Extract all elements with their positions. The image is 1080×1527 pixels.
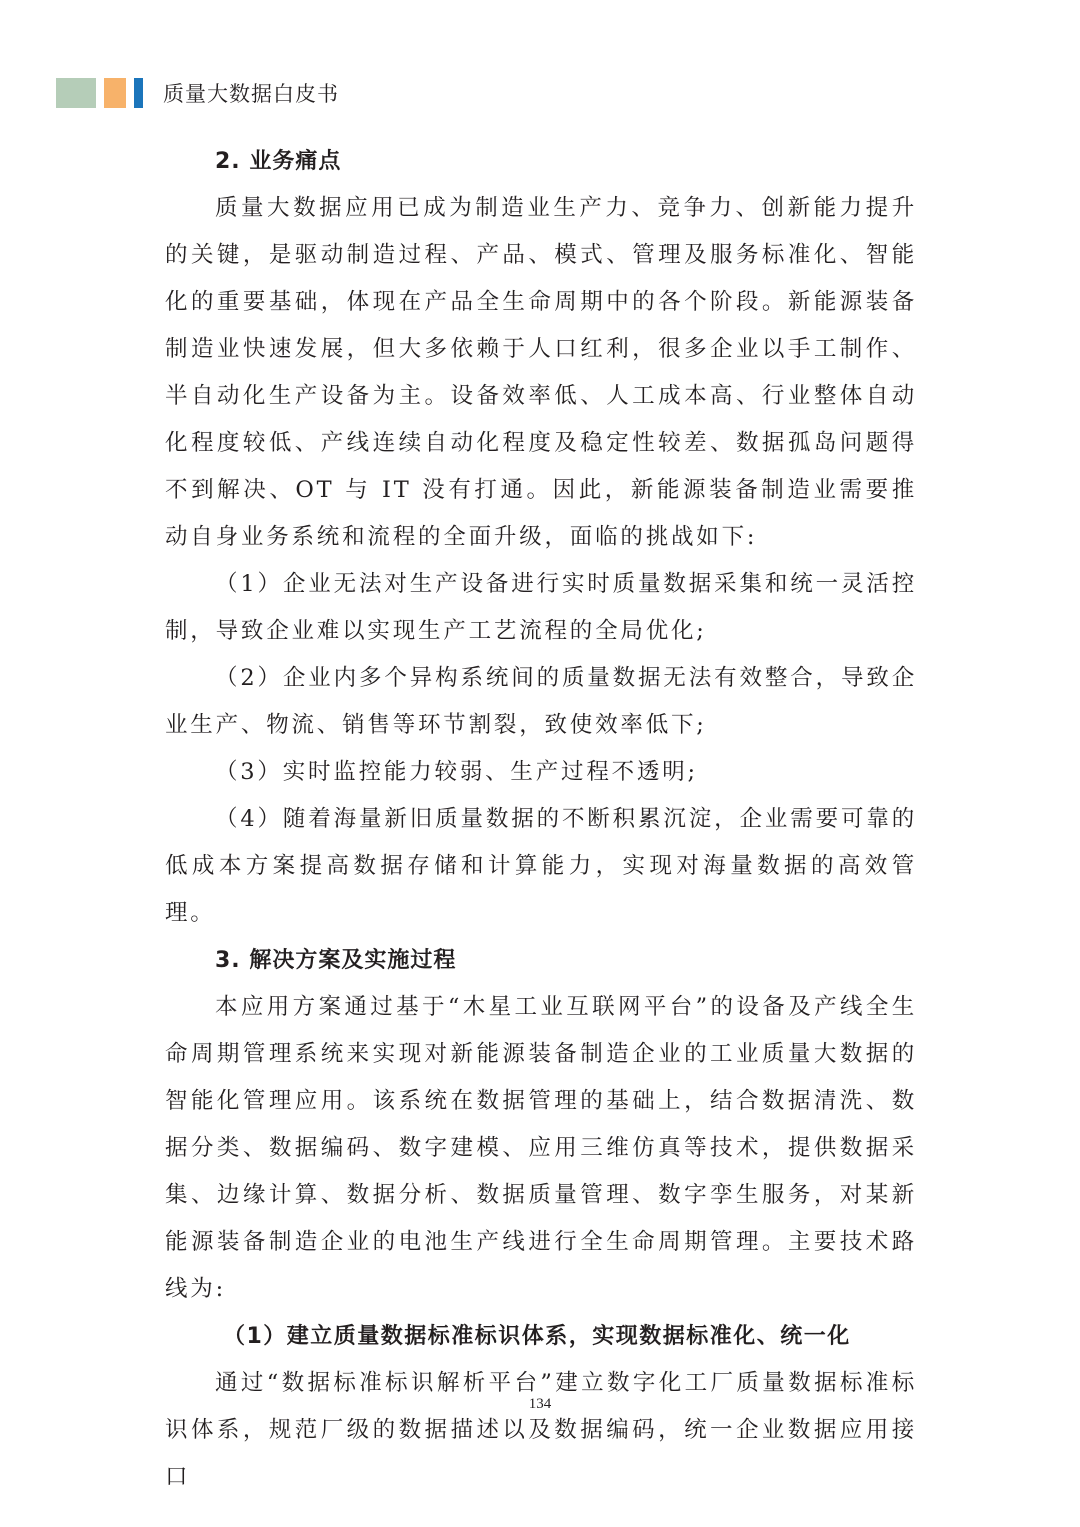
solution-intro: 本应用方案通过基于“木星工业互联网平台”的设备及产线全生命周期管理系统来实现对新能源装备制造企业的工业质量大数据的智能化管理应用。该系统在数据管理的基础上，结合数据清洗、数据分类、数据编码、数字建模、应用三维仿真等技术，提供数据采集、边缘计算、数据分析、数据质量管理、数字孪生服务，对某新能源装备制造企业的电池生产线进行全生命周期管理。主要技术路线为: xyxy=(165,994,917,1302)
pain-point-item: （1）企业无法对生产设备进行实时质量数据采集和统一灵活控制，导致企业难以实现生产工艺流程的全局优化; xyxy=(165,571,917,644)
header-orange-block xyxy=(104,78,126,108)
pain-point-item: （2）企业内多个异构系统间的质量数据无法有效整合，导致企业生产、物流、销售等环节割裂，致使效率低下; xyxy=(165,665,917,738)
page-content xyxy=(165,138,917,1501)
solution-subheading: （1）建立质量数据标准标识体系，实现数据标准化、统一化 xyxy=(223,1324,851,1349)
pain-point-item: （4）随着海量新旧质量数据的不断积累沉淀，企业需要可靠的低成本方案提高数据存储和计算能力，实现对海量数据的高效管理。 xyxy=(165,806,917,926)
header-blue-block xyxy=(134,78,143,108)
page-number: 134 xyxy=(528,1396,552,1412)
header-green-block xyxy=(56,78,96,108)
solution-sub1-text: 通过“数据标准标识解析平台”建立数字化工厂质量数据标准标识体系，规范厂级的数据描述以及数据编码，统一企业数据应用接口 xyxy=(165,1370,917,1490)
section-heading-pain-points: 2. 业务痛点 xyxy=(215,149,342,174)
pain-point-item: （3）实时监控能力较弱、生产过程不透明; xyxy=(215,759,698,785)
section-heading-solution: 3. 解决方案及实施过程 xyxy=(215,948,457,973)
page-header xyxy=(56,78,339,108)
pain-points-intro: 质量大数据应用已成为制造业生产力、竞争力、创新能力提升的关键，是驱动制造过程、产品、模式、管理及服务标准化、智能化的重要基础，体现在产品全生命周期中的各个阶段。新能源装备制造业快速发展，但大多依赖于人口红利，很多企业以手工制作、半自动化生产设备为主。设备效率低、人工成本高、行业整体自动化程度较低、产线连续自动化程度及稳定性较差、数据孤岛问题得不到解决、OT 与 IT 没有打通。因此，新能源装备制造业需要推动自身业务系统和流程的全面升级，面临的挑战如下: xyxy=(165,195,917,550)
book-title: 质量大数据白皮书 xyxy=(163,82,339,106)
